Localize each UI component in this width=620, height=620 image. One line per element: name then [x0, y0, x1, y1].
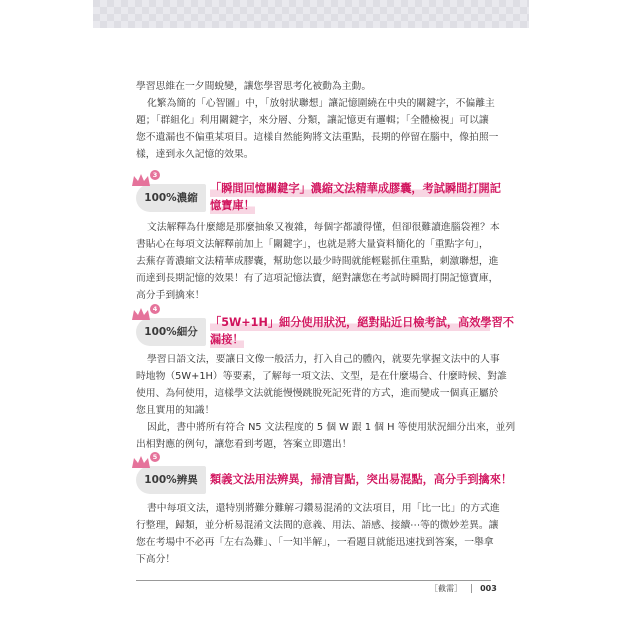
body-line: 書中每項文法，還特別將難分難解刁鑽易混淆的文法項目，用「比一比」的方式進	[147, 503, 500, 514]
section-number: 3	[150, 170, 160, 180]
badge-label: 100%濃縮	[144, 192, 198, 204]
body-line: 時地物（5W+1H）等要素，了解每一項文法、文型，是在什麼場合、什麼時候、對誰	[136, 371, 507, 382]
section-number: 4	[150, 304, 160, 314]
badge-label: 100%細分	[144, 326, 198, 338]
intro-line: 樣，達到永久記憶的效果。	[136, 149, 254, 160]
body-line: 而達到長期記憶的效果！有了這項記憶法寶，絕對讓您在考試時瞬間打開記憶寶庫，	[136, 273, 499, 284]
section-body-distinguish	[136, 500, 500, 568]
header-decoration-band	[93, 0, 529, 28]
page-number: 003	[480, 584, 497, 593]
section-body-concentrate	[136, 219, 500, 304]
footer-separator	[471, 584, 472, 593]
section-title-line: 類義文法用法辨異，掃清盲點，突出易混點，高分手到擒來！	[210, 473, 513, 486]
section-title-distinguish	[210, 471, 513, 488]
body-line: 學習日語文法，要讓日文像一般活力，打入自己的體內，就要先掌握文法中的人事	[147, 354, 500, 365]
section-title-line: 「5W+1H」細分使用狀況，絕對貼近日檢考試，高效學習不	[210, 316, 514, 329]
footer-rule	[136, 580, 491, 581]
section-number: 5	[150, 452, 160, 462]
section-title-concentrate	[210, 180, 501, 214]
intro-line: 題；「群組化」利用關鍵字，來分層、分類，讓記憶更有邏輯；「全體檢視」可以讓	[136, 115, 489, 126]
intro-paragraph	[136, 78, 499, 163]
section-title-line: 憶寶庫！	[210, 199, 255, 212]
section-title-line: 漏接！	[210, 333, 244, 346]
body-line: 高分手到擒來！	[136, 290, 205, 301]
body-line: 文法解釋為什麼總是那麼抽象又複雜，每個字都讀得懂，但卻很難讀進腦袋裡？本	[147, 222, 500, 233]
section-badge-subdivide	[136, 305, 206, 346]
badge-label: 100%辨異	[144, 474, 198, 486]
section-title-line: 「瞬間回憶關鍵字」濃縮文法精華成膠囊，考試瞬間打開記	[210, 182, 501, 195]
section-badge-distinguish	[136, 453, 206, 494]
body-line: 因此，書中將所有符合 N5 文法程度的 5 個 W 跟 1 個 H 等使用狀況細分出來，並列	[147, 422, 516, 433]
body-line: 使用、為何使用，這樣學文法就能慢慢跳脫死記死背的方式，進而變成一個真正屬於	[136, 388, 499, 399]
intro-line: 您不遺漏也不偏重某項目。這樣自然能夠將文法重點，長期的停留在腦中，像拍照一	[136, 132, 499, 143]
body-line: 行整理，歸類，並分析易混淆文法間的意義、用法、語感、接續⋯等的微妙差異。讓	[136, 520, 499, 531]
section-body-subdivide	[136, 351, 516, 453]
intro-line: 化繁為簡的「心智圖」中，「放射狀聯想」讓記憶圍繞在中央的關鍵字，不偏離主	[147, 98, 495, 109]
intro-line: 學習思維在一夕間蛻變，讓您學習思考化被動為主動。	[136, 81, 372, 92]
body-line: 去蕪存菁濃縮文法精華成膠囊，幫助您以最少時間就能輕鬆抓住重點，刺激聯想，進	[136, 256, 499, 267]
body-line: 您在考場中不必再「左右為難」、「一知半解」，一看題目就能迅速找到答案，一舉拿	[136, 537, 494, 548]
body-line: 書貼心在每項文法解釋前加上「關鍵字」，也就是將大量資料簡化的「重點字句」，	[136, 239, 489, 250]
body-line: 您且實用的知識！	[136, 405, 215, 416]
section-title-subdivide	[210, 314, 514, 348]
footer-section-tag: ［截需］	[430, 584, 462, 593]
section-badge-concentrate	[136, 171, 206, 212]
body-line: 下高分！	[136, 554, 176, 565]
page-footer	[430, 582, 497, 596]
body-line: 出相對應的例句，讓您看到考題，答案立即選出！	[136, 439, 352, 450]
